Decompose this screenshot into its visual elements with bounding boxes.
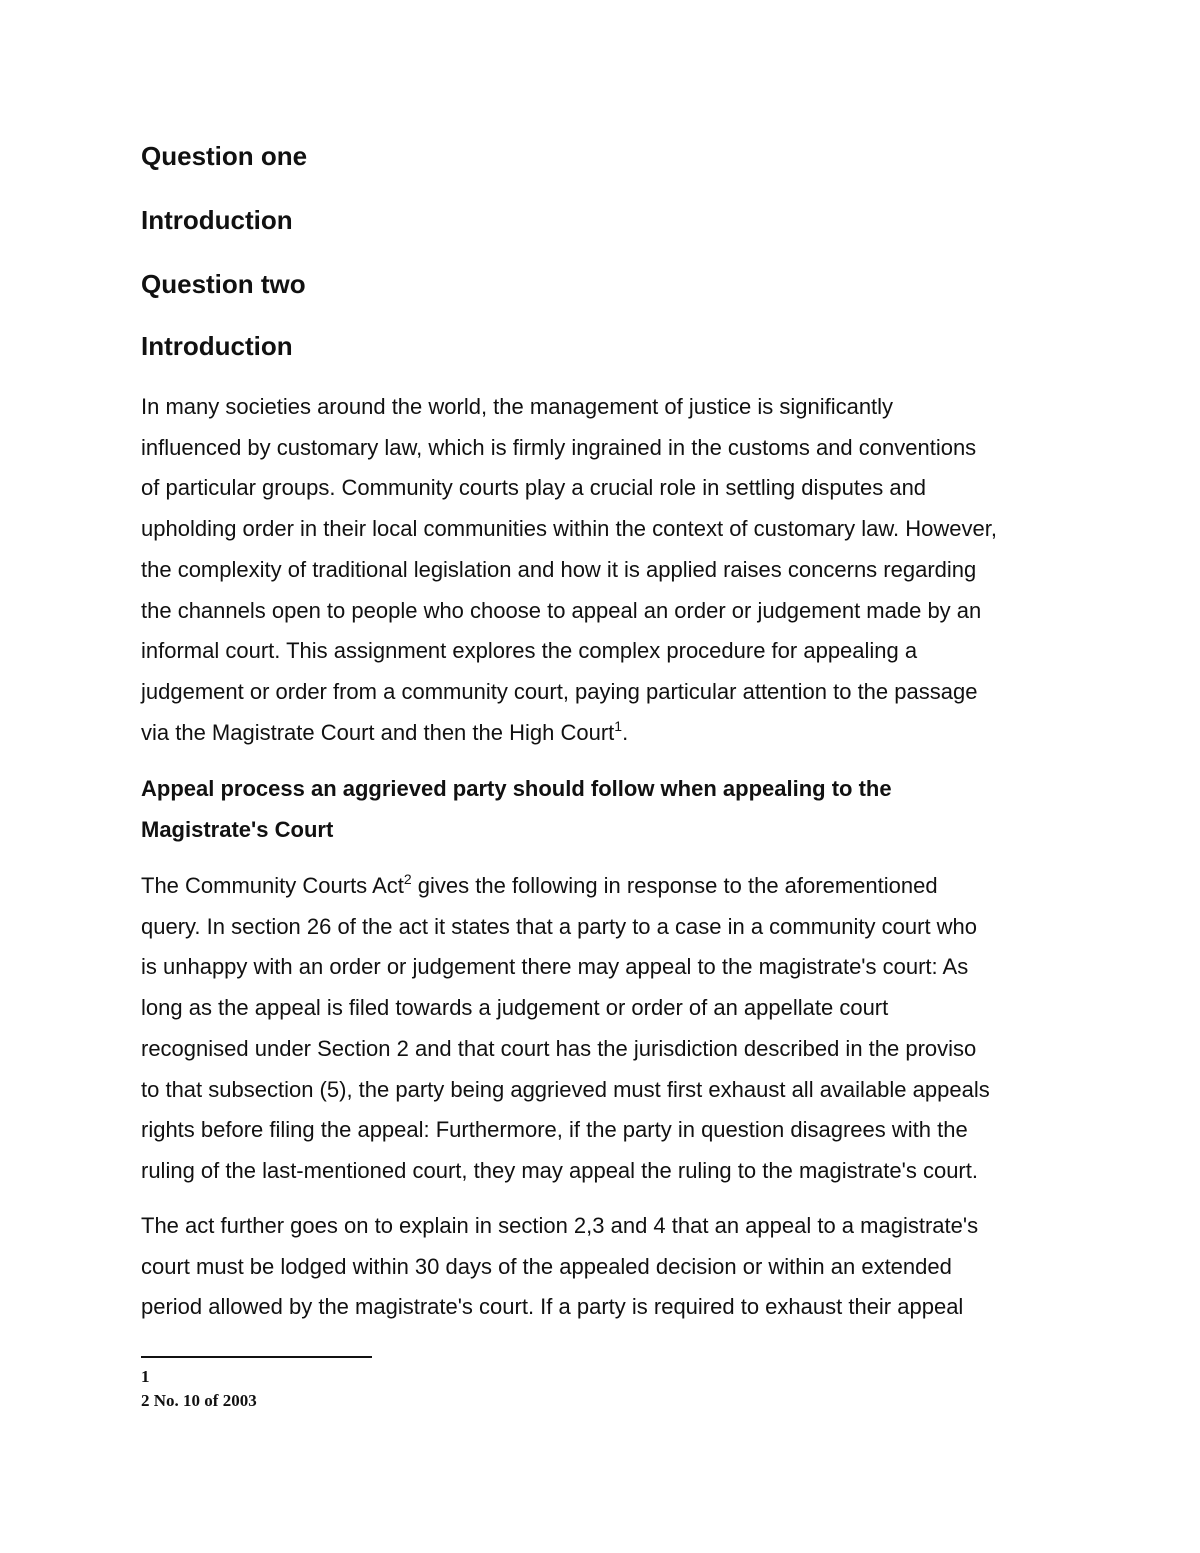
paragraph-line: court must be lodged within 30 days of the appealed decision or within an extended [141, 1253, 952, 1279]
footnote-separator [141, 1356, 372, 1358]
heading-question-two: Question two [141, 269, 306, 299]
heading-question-one: Question one [141, 141, 308, 171]
subheading-line: Magistrate's Court [141, 816, 334, 842]
paragraph-text: The Community Courts Act [141, 873, 404, 898]
footnote-ref-2[interactable]: 2 [403, 871, 412, 887]
footnote-2: 2 No. 10 of 2003 [141, 1391, 257, 1410]
paragraph-line: is unhappy with an order or judgement there may appeal to the magistrate's court: As [141, 954, 969, 980]
footnote-ref-1[interactable]: 1 [614, 717, 623, 734]
paragraph-line: of particular groups. Community courts play a crucial role in settling disputes and [141, 475, 927, 501]
paragraph-line-last [141, 713, 1071, 754]
intro-paragraph [141, 387, 1071, 753]
paragraph-line: query. In section 26 of the act it states that a party to a case in a community court who [141, 913, 978, 939]
paragraph-line: upholding order in their local communities within the context of customary law. However, [141, 516, 997, 542]
paragraph-text: via the Magistrate Court and then the High Court [141, 719, 615, 745]
footnote-1: 1 [141, 1367, 150, 1386]
paragraph-line: In many societies around the world, the management of justice is significantly [141, 394, 894, 419]
paragraph-line: the channels open to people who choose to appeal an order or judgement made by an [141, 597, 982, 623]
appeal-process-subheading [141, 769, 1071, 850]
paragraph-line: judgement or order from a community court, paying particular attention to the passage [141, 678, 978, 704]
paragraph-line: period allowed by the magistrate's court. If a party is required to exhaust their appeal [141, 1294, 964, 1320]
heading-introduction-2: Introduction [141, 331, 293, 361]
paragraph-line: the complexity of traditional legislation and how it is applied raises concerns regarding [141, 556, 977, 582]
paragraph-line: to that subsection (5), the party being aggrieved must first exhaust all available appeals [141, 1076, 990, 1102]
paragraph-line: influenced by customary law, which is firmly ingrained in the customs and conventions [141, 434, 977, 460]
paragraph-line: informal court. This assignment explores the complex procedure for appealing a [141, 638, 918, 664]
appeal-deadline-paragraph [141, 1206, 1071, 1328]
heading-introduction-1: Introduction [141, 205, 293, 235]
subheading-line: Appeal process an aggrieved party should follow when appealing to the [141, 776, 892, 801]
paragraph-line: rights before filing the appeal: Furthermore, if the party in question disagrees with the [141, 1117, 968, 1143]
paragraph-line: The act further goes on to explain in section 2,3 and 4 that an appeal to a magistrate's [141, 1213, 979, 1238]
paragraph-line: long as the appeal is filed towards a judgement or order of an appellate court [141, 995, 889, 1021]
paragraph-line: recognised under Section 2 and that court has the jurisdiction described in the proviso [141, 1035, 977, 1061]
paragraph-line-first [141, 866, 1071, 907]
paragraph-text: gives the following in response to the aforementioned [411, 873, 938, 898]
paragraph-line: ruling of the last-mentioned court, they may appeal the ruling to the magistrate's court. [141, 1157, 978, 1183]
community-courts-act-paragraph [141, 866, 1071, 1192]
paragraph-text: . [622, 719, 629, 745]
